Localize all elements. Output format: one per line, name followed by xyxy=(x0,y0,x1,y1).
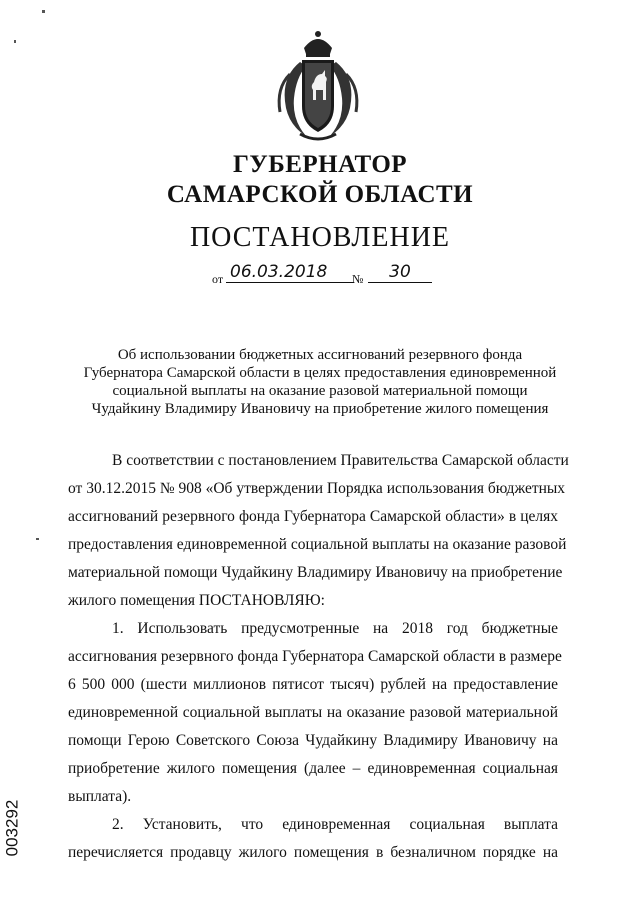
stamp-number-text: 003292 xyxy=(2,799,22,857)
decree-date: 06.03.2018 xyxy=(226,262,354,283)
decree-number: 30 xyxy=(368,262,432,283)
scan-speck xyxy=(42,10,45,13)
body-line: 2. Установить, что единовременная социальная выплата xyxy=(112,816,558,833)
body-line: материальной помощи Чудайкину Владимиру Ивановичу на приобретение xyxy=(68,564,563,581)
issuer-title xyxy=(0,150,640,210)
body-line: 6 500 000 (шести миллионов пятисот тысяч) рублей на предоставление xyxy=(68,676,558,693)
body-line: помощи Герою Советского Союза Чудайкину Владимиру Ивановичу на xyxy=(68,732,558,749)
scan-speck xyxy=(36,538,39,540)
number-prefix: № xyxy=(352,272,364,286)
decree-subject xyxy=(60,346,580,418)
body-line: ассигнования резервного фонда Губернатора Самарской области в размере xyxy=(68,648,562,665)
registration-stamp-number xyxy=(2,780,44,880)
body-line: от 30.12.2015 № 908 «Об утверждении Порядка использования бюджетных xyxy=(68,480,566,497)
title-line-1: ГУБЕРНАТОР xyxy=(232,151,408,178)
body-line: В соответствии с постановлением Правительства Самарской области xyxy=(112,452,569,469)
scan-speck xyxy=(14,40,16,43)
body-line: 1. Использовать предусмотренные на 2018 год бюджетные xyxy=(112,620,558,637)
body-line: единовременной социальной выплаты на оказание разовой материальной xyxy=(68,704,558,721)
subject-line: Губернатора Самарской области в целях предоставления единовременной xyxy=(83,365,557,381)
body-line: ассигнований резервного фонда Губернатора Самарской области» в целях xyxy=(68,508,558,525)
subject-line: Об использовании бюджетных ассигнований резервного фонда xyxy=(117,347,523,363)
date-prefix: от xyxy=(212,272,224,286)
date-number-line xyxy=(212,262,442,288)
decree-type-heading: ПОСТАНОВЛЕНИЕ xyxy=(189,222,451,253)
body-line: предоставления единовременной социальной выплаты на оказание разовой xyxy=(68,536,567,553)
subject-line: социальной выплаты на оказание разовой материальной помощи xyxy=(112,383,528,399)
body-line: перечисляется продавцу жилого помещения в безналичном порядке на xyxy=(68,844,558,861)
subject-line: Чудайкину Владимиру Ивановичу на приобретение жилого помещения xyxy=(91,401,549,417)
body-line: приобретение жилого помещения (далее – единовременная социальная xyxy=(68,760,558,777)
samara-coat-of-arms-icon xyxy=(270,28,366,148)
body-line: выплата). xyxy=(68,788,132,805)
title-line-2: САМАРСКОЙ ОБЛАСТИ xyxy=(166,181,474,208)
body-line: жилого помещения ПОСТАНОВЛЯЮ: xyxy=(68,592,325,609)
